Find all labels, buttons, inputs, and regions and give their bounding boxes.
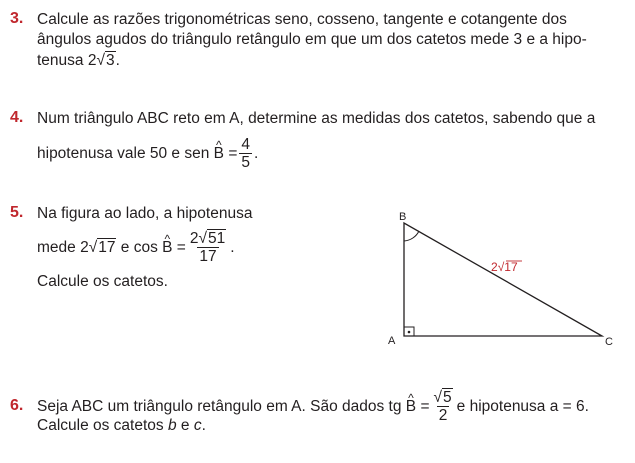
equals-sign: = <box>420 398 430 415</box>
denominator: 17 <box>199 248 217 266</box>
text-fragment: . <box>115 52 120 69</box>
vertex-label-b: B <box>399 211 407 223</box>
exercise-text-line: Num triângulo ABC reto em A, determine as medidas dos catetos, sabendo que a <box>37 110 596 127</box>
exercise-text-line <box>37 51 120 71</box>
exercise-text-line <box>37 416 206 436</box>
text-fragment: e <box>176 417 194 434</box>
radicand: 3 <box>105 52 115 69</box>
square-root: √17 <box>88 239 116 256</box>
text-fragment: e hipotenusa a = 6. <box>456 398 589 415</box>
exercise-5 <box>10 204 280 294</box>
right-angle-dot <box>408 331 411 334</box>
exercise-3 <box>10 10 620 72</box>
numerator: 4 <box>241 136 251 154</box>
denominator: 5 <box>241 154 251 172</box>
fraction <box>239 136 252 171</box>
angle-arc-b <box>404 231 419 241</box>
exercise-text-line: ângulos agudos do triângulo retângulo em que um dos catetos mede 3 e a hipo- <box>37 31 587 48</box>
variable-b: b <box>167 417 177 434</box>
text-fragment: . <box>230 239 235 256</box>
exercise-text-line: Na figura ao lado, a hipotenusa <box>37 205 253 222</box>
text-fragment: 2 <box>189 230 199 248</box>
denominator: 2 <box>438 407 448 425</box>
text-fragment: . <box>254 145 259 162</box>
exercise-text-line: Calcule as razões trigonométricas seno, cosseno, tangente e cotangente dos <box>37 11 567 28</box>
exercise-number: 6. <box>10 397 24 414</box>
exercise-4 <box>10 109 620 179</box>
exercise-6 <box>10 386 620 436</box>
exercise-number: 5. <box>10 204 24 221</box>
text-fragment: hipotenusa vale 50 e sen <box>37 145 210 162</box>
exercise-number: 4. <box>10 109 24 126</box>
hypotenuse-label: 2√17 <box>491 260 518 274</box>
equals-sign: = <box>176 239 186 256</box>
square-root: √5 <box>433 389 452 407</box>
variable-c: c <box>193 417 202 434</box>
square-root: √51 <box>198 230 226 248</box>
text-fragment: tenusa 2 <box>37 52 97 69</box>
right-triangle-figure <box>380 205 630 350</box>
radicand: 5 <box>443 389 452 407</box>
angle-variable: ^ B <box>406 386 416 428</box>
fraction <box>188 230 228 265</box>
text-fragment: e cos <box>116 239 158 256</box>
text-fragment: mede 2 <box>37 239 89 256</box>
radicand: 17 <box>98 239 116 256</box>
numerator <box>432 389 455 406</box>
radicand: 51 <box>208 230 226 248</box>
angle-variable: ^ B <box>162 228 172 268</box>
exercise-text-line: Calcule os catetos. <box>37 273 168 290</box>
equals-sign: = <box>228 145 238 162</box>
angle-variable: ^ B <box>214 135 224 173</box>
text-fragment: . <box>201 417 206 434</box>
fraction <box>432 389 455 424</box>
exercise-number: 3. <box>10 10 24 27</box>
vertex-label-a: A <box>388 335 396 347</box>
text-fragment: Seja ABC um triângulo retângulo em A. São dados tg <box>37 398 402 415</box>
numerator <box>188 230 228 247</box>
exercise-text-line <box>37 135 258 173</box>
exercise-text-line <box>37 228 235 268</box>
square-root: √3 <box>96 52 115 69</box>
text-fragment: Calcule os catetos <box>37 417 168 434</box>
vertex-label-c: C <box>605 336 613 348</box>
triangle-outline <box>404 223 602 336</box>
